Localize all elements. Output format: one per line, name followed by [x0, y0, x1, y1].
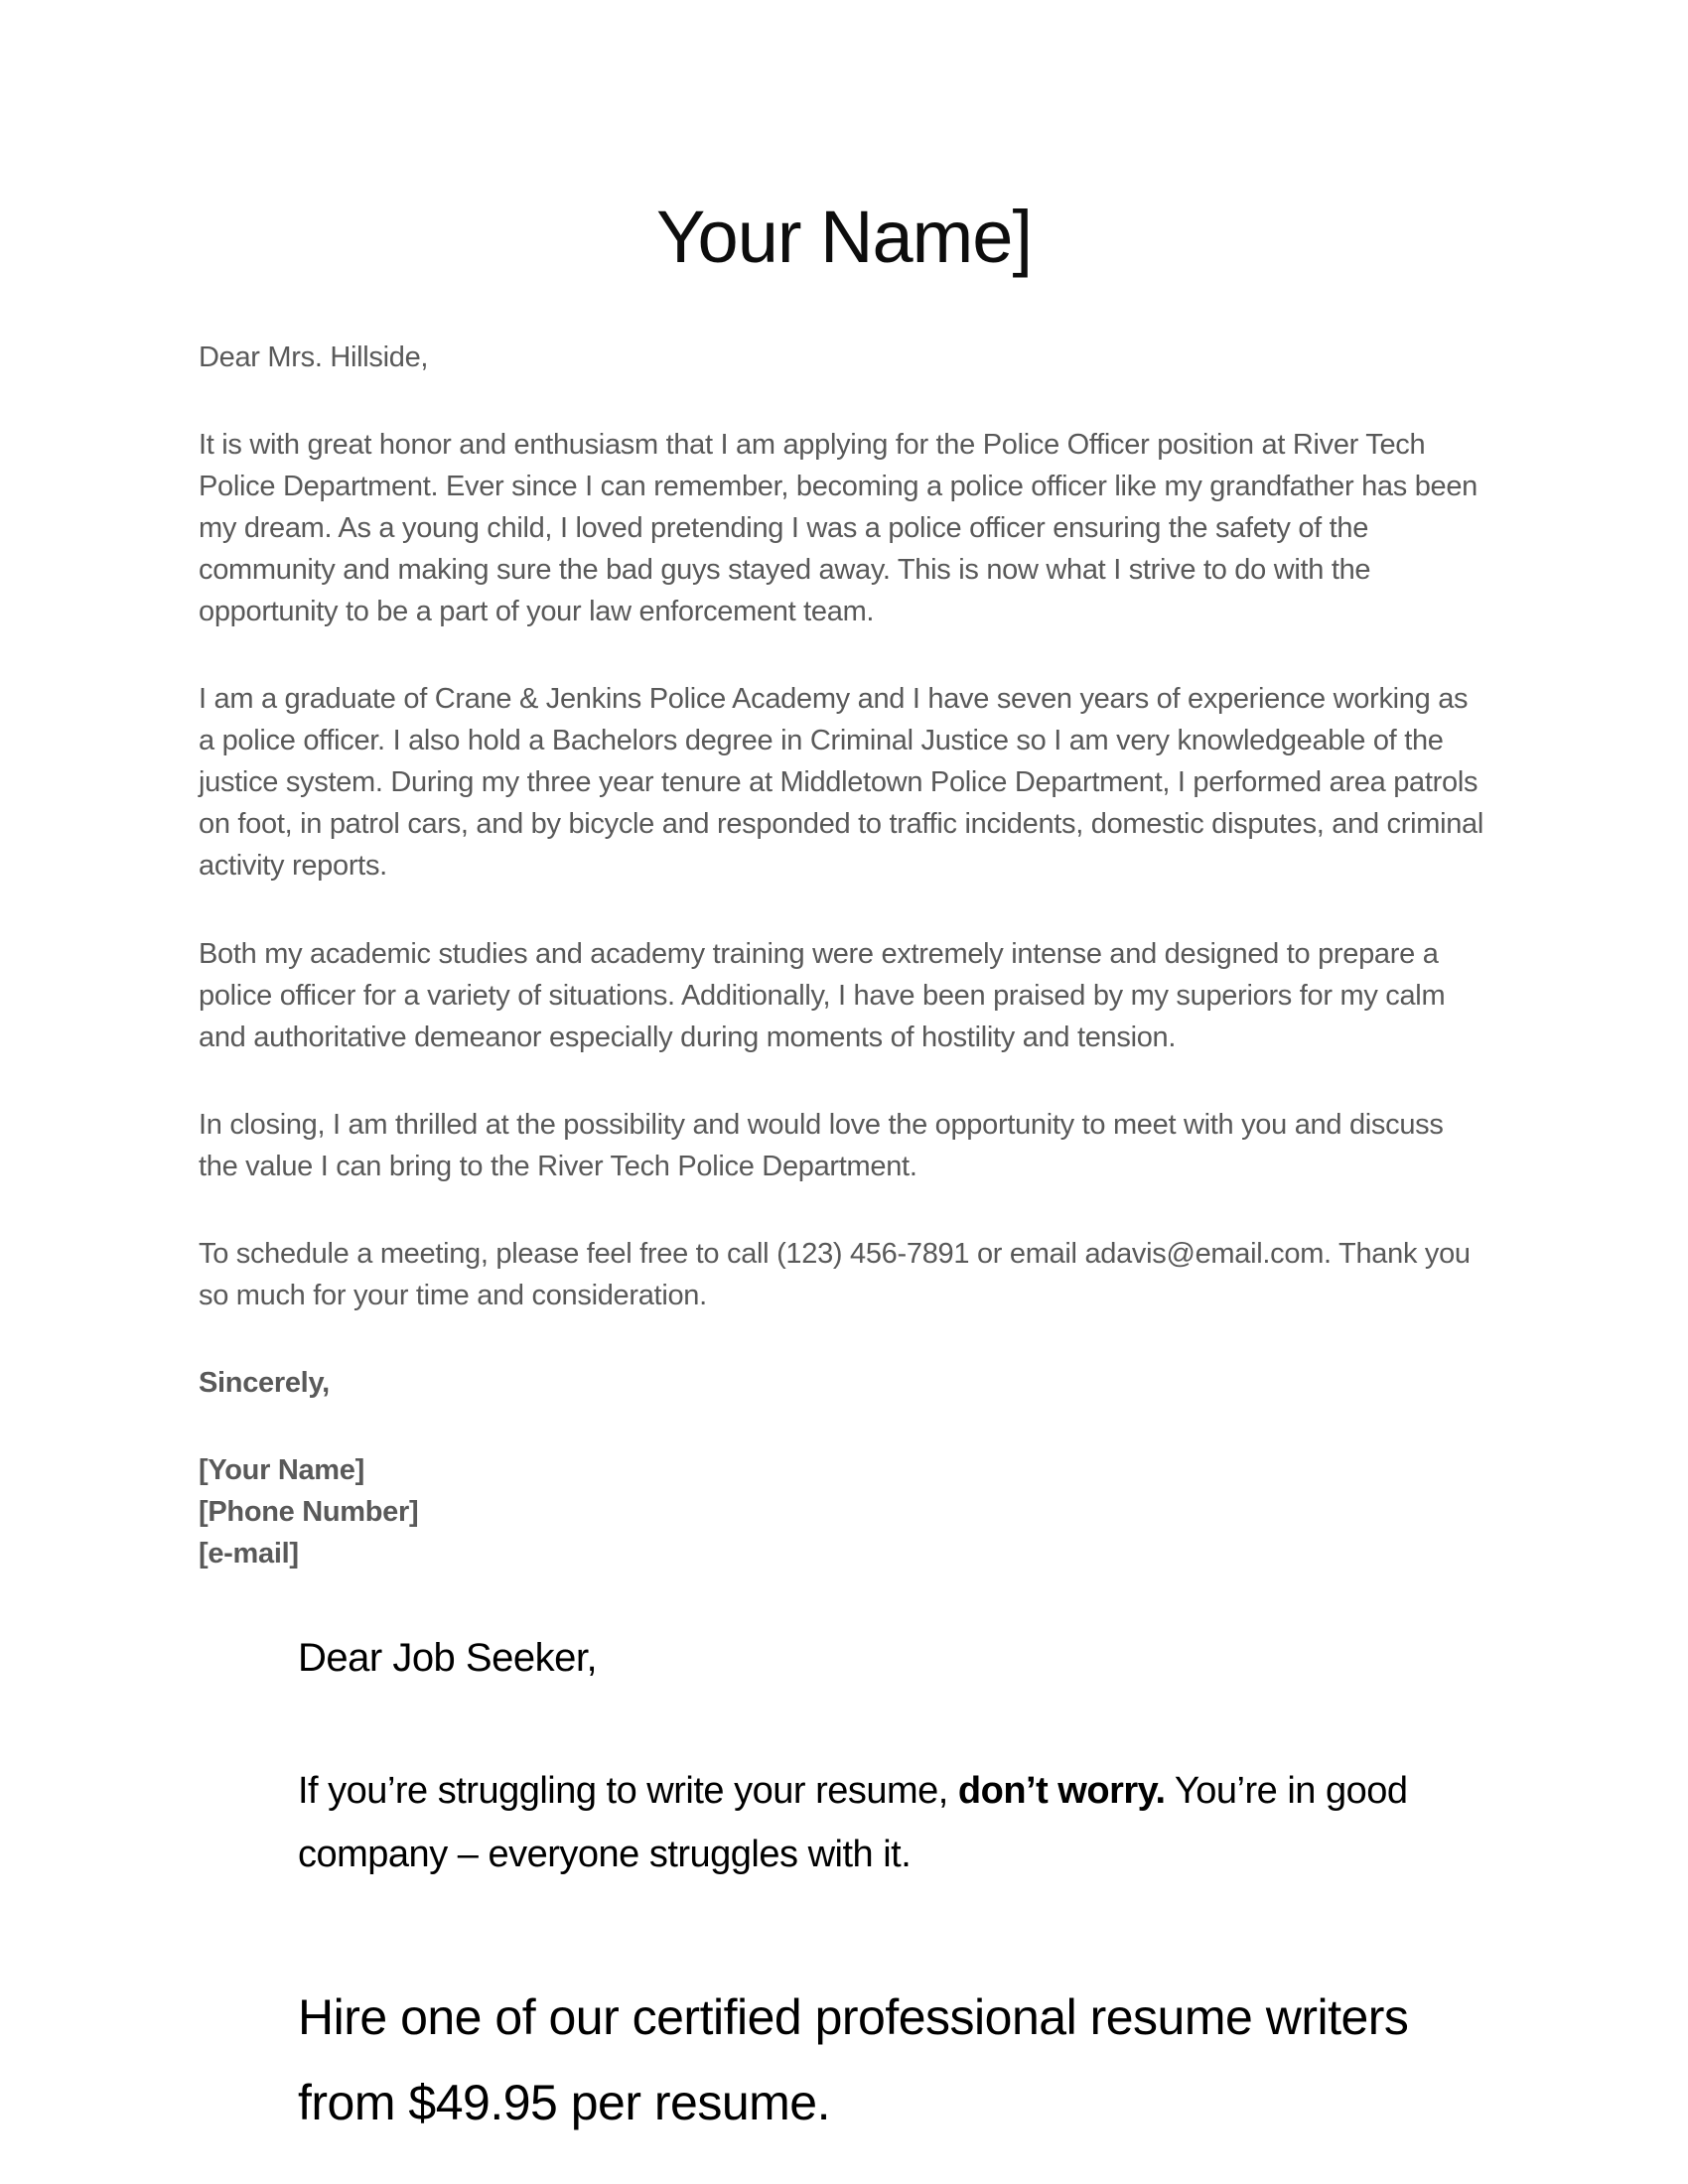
cover-letter-body — [199, 337, 1489, 1574]
letter-paragraph-experience: I am a graduate of Crane & Jenkins Police Academy and I have seven years of experience working as a police officer. I also hold a Bachelors degree in Criminal Justice so I am very knowledgeable of the justice system. During my three year tenure at Middletown Police Department, I performed area patrols on foot, in patrol cars, and by bicycle and responded to traffic incidents, domestic disputes, and criminal activity reports. — [199, 683, 1484, 883]
letter-paragraph-intro: It is with great honor and enthusiasm that I am applying for the Police Officer position at River Tech Police Department. Ever since I can remember, becoming a police officer like my grandfather has been my dream. As a young child, I loved pretending I was a police officer ensuring the safety of the community and making sure the bad guys stayed away. This is now what I strive to do with the opportunity to be a part of your law enforcement team. — [199, 429, 1478, 628]
letter-paragraph-contact: To schedule a meeting, please feel free to call (123) 456-7891 or email adavis@email.com. Thank you so much for your time and consideration. — [199, 1237, 1471, 1311]
signature-name-placeholder: [Your Name] — [199, 1453, 364, 1486]
document-title: Your Name] — [655, 196, 1033, 278]
letter-closing: Sincerely, — [199, 1366, 330, 1399]
note-salutation: Dear Job Seeker, — [298, 1636, 598, 1681]
letter-paragraph-closing: In closing, I am thrilled at the possibility and would love the opportunity to meet with you and discuss the value I can bring to the River Tech Police Department. — [199, 1108, 1444, 1182]
note-intro-prefix: If you’re struggling to write your resume, — [298, 1770, 958, 1813]
note-intro — [298, 1760, 1489, 1887]
note-cta-text: Hire one of our certified professional resume writers from $49.95 per resume. — [298, 1988, 1409, 2130]
signature-email-placeholder: [e-mail] — [199, 1537, 299, 1570]
letter-salutation: Dear Mrs. Hillside, — [199, 341, 429, 373]
letter-paragraph-training: Both my academic studies and academy training were extremely intense and designed to prepare a police officer for a variety of situations. Additionally, I have been praised by my superiors for my calm and authoritative demeanor especially during moments of hostility and tension. — [199, 937, 1446, 1053]
note-intro-bold: don’t worry. — [957, 1770, 1166, 1813]
note-intro-suffix: You’re in good company – everyone struggles with it. — [298, 1770, 1408, 1875]
job-seeker-note — [298, 1636, 1489, 2145]
signature-phone-placeholder: [Phone Number] — [199, 1495, 419, 1528]
